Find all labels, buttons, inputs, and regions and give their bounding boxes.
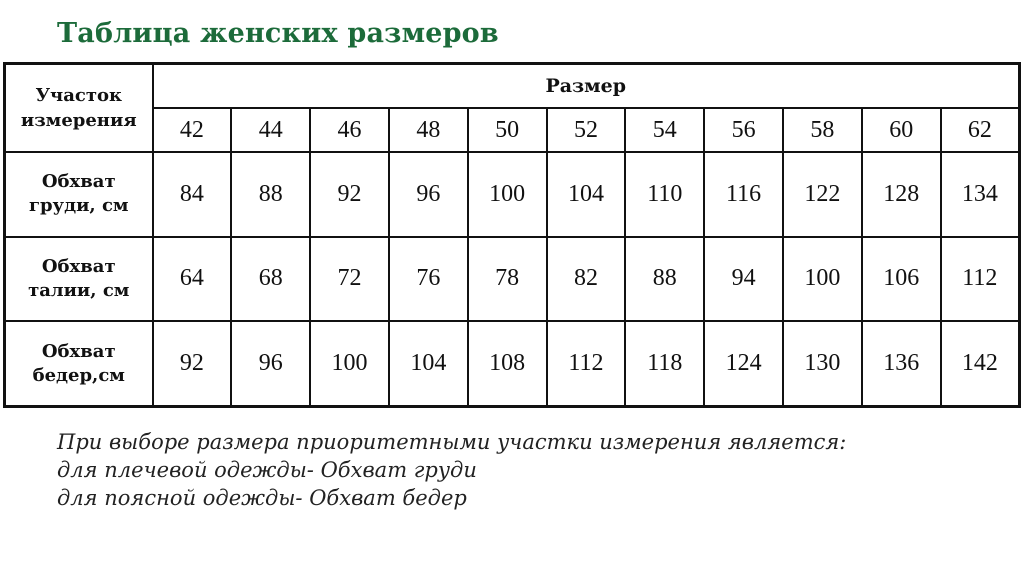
measurement-area-header — [5, 64, 153, 153]
row-label-line2: бедер,см — [32, 364, 125, 386]
table-cell: 100 — [468, 152, 547, 237]
size-header: 60 — [862, 108, 941, 152]
row-label-line2: талии, см — [28, 279, 130, 301]
row-label-waist — [5, 237, 153, 322]
size-header: 54 — [625, 108, 704, 152]
table-cell: 72 — [310, 237, 389, 322]
size-header-row — [5, 108, 1020, 152]
size-table — [3, 62, 1021, 408]
table-cell: 100 — [310, 321, 389, 406]
table-cell: 122 — [783, 152, 862, 237]
table-cell: 130 — [783, 321, 862, 406]
table-cell: 104 — [389, 321, 468, 406]
table-cell: 124 — [704, 321, 783, 406]
size-selection-note — [57, 428, 846, 512]
table-cell: 94 — [704, 237, 783, 322]
table-cell: 82 — [547, 237, 626, 322]
size-header: 52 — [547, 108, 626, 152]
note-line: для плечевой одежды- Обхват груди — [57, 458, 477, 482]
row-label-hips — [5, 321, 153, 406]
table-cell: 96 — [389, 152, 468, 237]
row-label-line2: груди, см — [28, 195, 129, 217]
table-cell: 92 — [310, 152, 389, 237]
table-cell: 116 — [704, 152, 783, 237]
table-row-hips — [5, 321, 1020, 406]
table-cell: 110 — [625, 152, 704, 237]
table-cell: 100 — [783, 237, 862, 322]
size-header: 48 — [389, 108, 468, 152]
table-row-chest — [5, 152, 1020, 237]
table-cell: 76 — [389, 237, 468, 322]
note-line: для поясной одежды- Обхват бедер — [57, 486, 467, 510]
table-cell: 112 — [547, 321, 626, 406]
table-cell: 142 — [941, 321, 1020, 406]
row-label-line1: Обхват — [41, 255, 116, 277]
table-cell: 88 — [231, 152, 310, 237]
table-cell: 68 — [231, 237, 310, 322]
table-cell: 106 — [862, 237, 941, 322]
note-line: При выборе размера приоритетными участки измерения является: — [57, 430, 847, 454]
row-label-line1: Обхват — [41, 340, 116, 362]
page-title: Таблица женских размеров — [57, 18, 499, 49]
table-cell: 112 — [941, 237, 1020, 322]
table-cell: 64 — [153, 237, 232, 322]
size-header: 50 — [468, 108, 547, 152]
table-cell: 134 — [941, 152, 1020, 237]
table-cell: 104 — [547, 152, 626, 237]
size-header: 46 — [310, 108, 389, 152]
measurement-area-header-line2: измерения — [20, 110, 137, 131]
table-cell: 84 — [153, 152, 232, 237]
table-cell: 78 — [468, 237, 547, 322]
size-header: 42 — [153, 108, 232, 152]
row-label-chest — [5, 152, 153, 237]
table-header-row — [5, 64, 1020, 109]
size-header: 56 — [704, 108, 783, 152]
table-cell: 128 — [862, 152, 941, 237]
table-row-waist — [5, 237, 1020, 322]
table-cell: 92 — [153, 321, 232, 406]
size-header: 62 — [941, 108, 1020, 152]
table-cell: 96 — [231, 321, 310, 406]
table-cell: 136 — [862, 321, 941, 406]
table-cell: 118 — [625, 321, 704, 406]
row-label-line1: Обхват — [41, 171, 116, 193]
size-group-header: Размер — [153, 64, 1020, 109]
size-header: 58 — [783, 108, 862, 152]
table-cell: 108 — [468, 321, 547, 406]
size-header: 44 — [231, 108, 310, 152]
measurement-area-header-line1: Участок — [35, 85, 123, 106]
table-cell: 88 — [625, 237, 704, 322]
